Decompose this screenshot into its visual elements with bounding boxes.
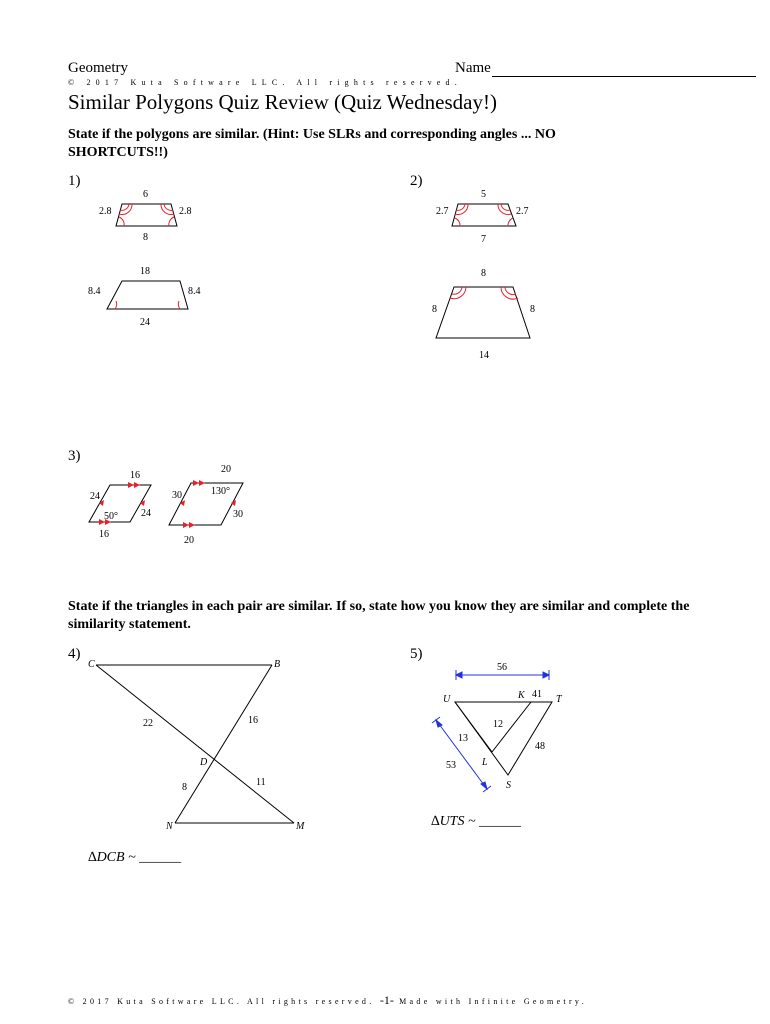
p3-large-right: 30 — [233, 509, 243, 520]
p1-large-left: 8.4 — [88, 286, 101, 297]
header-copyright: © 2017 Kuta Software LLC. All rights reserved. — [68, 78, 462, 87]
p5-vertex-L: L — [482, 757, 488, 768]
p1-large-top: 18 — [140, 266, 150, 277]
p3-small-right: 24 — [141, 508, 151, 519]
p1-small-bottom: 8 — [143, 232, 148, 243]
p5-UL-label: 13 — [458, 733, 468, 744]
p4-vertex-D: D — [200, 757, 208, 768]
p3-large-angle: 130° — [211, 486, 230, 497]
p3-large-left: 30 — [172, 490, 182, 501]
p4-side-CD-label: 22 — [143, 718, 153, 729]
p4-vertex-M: M — [296, 821, 305, 832]
p3-large-top: 20 — [221, 464, 231, 475]
section1-instructions: State if the polygons are similar. (Hint: Use SLRs and corresponding angles ... NO SHORTCUTS!!) — [68, 127, 556, 160]
p5-vertex-K: K — [518, 690, 525, 701]
p4-vertex-B: B — [274, 659, 281, 670]
p2-large-bottom: 14 — [479, 350, 489, 361]
p2-small-right: 2.7 — [516, 206, 529, 217]
p4-side-BD-label: 16 — [248, 715, 258, 726]
p2-small-left: 2.7 — [436, 206, 449, 217]
problem-4-number: 4) — [68, 646, 81, 662]
p5-triangle-UTS — [455, 702, 552, 775]
problem-5-number: 5) — [410, 646, 423, 662]
footer-made-with: Made with Infinite Geometry. — [399, 997, 587, 1006]
p4-vertex-N: N — [166, 821, 173, 832]
p3-small-top: 16 — [130, 470, 140, 481]
p4-similarity-statement[interactable]: ∆DCB ~ ______ — [88, 850, 182, 865]
name-label: Name — [455, 60, 491, 76]
p5-vertex-T: T — [556, 694, 562, 705]
p5-KT-label: 41 — [532, 689, 542, 700]
p5-measure-US — [436, 720, 487, 789]
p5-similarity-statement[interactable]: ∆UTS ~ ______ — [431, 814, 522, 829]
p3-small-angle: 50° — [104, 511, 118, 522]
p4-side-ND-label: 8 — [182, 782, 187, 793]
p2-large-left: 8 — [432, 304, 437, 315]
page-title: Similar Polygons Quiz Review (Quiz Wednesday!) — [68, 90, 497, 114]
p5-segment-UL — [455, 702, 492, 752]
p2-small-bottom: 7 — [481, 234, 486, 245]
p5-US-label: 53 — [446, 760, 456, 771]
p3-small-left: 24 — [90, 491, 100, 502]
p5-UT-label: 56 — [497, 662, 507, 673]
footer-copyright: © 2017 Kuta Software LLC. All rights reserved. — [68, 997, 375, 1006]
problem-2-number: 2) — [410, 173, 423, 189]
p1-small-right: 2.8 — [179, 206, 192, 217]
footer — [68, 993, 587, 1008]
p3-large-bottom: 20 — [184, 535, 194, 546]
section2-instructions: State if the triangles in each pair are similar. If so, state how you know they are similar and complete the similarity statement. — [68, 599, 690, 632]
p5-TS-label: 48 — [535, 741, 545, 752]
course-name: Geometry — [68, 60, 128, 76]
p3-small-bottom: 16 — [99, 529, 109, 540]
p2-large-right: 8 — [530, 304, 535, 315]
p5-KL-label: 12 — [493, 719, 503, 730]
page-number: -1- — [379, 993, 394, 1007]
p2-large-top: 8 — [481, 268, 486, 279]
p1-large-bottom: 24 — [140, 317, 150, 328]
p1-large-right: 8.4 — [188, 286, 201, 297]
p4-vertex-C: C — [88, 659, 95, 670]
p5-vertex-S: S — [506, 780, 511, 791]
p1-small-top: 6 — [143, 189, 148, 200]
problem-1-number: 1) — [68, 173, 81, 189]
p5-vertex-U: U — [443, 694, 451, 705]
p1-small-left: 2.8 — [99, 206, 112, 217]
p4-side-DM-label: 11 — [256, 777, 266, 788]
p2-small-top: 5 — [481, 189, 486, 200]
problem-3-number: 3) — [68, 448, 81, 464]
